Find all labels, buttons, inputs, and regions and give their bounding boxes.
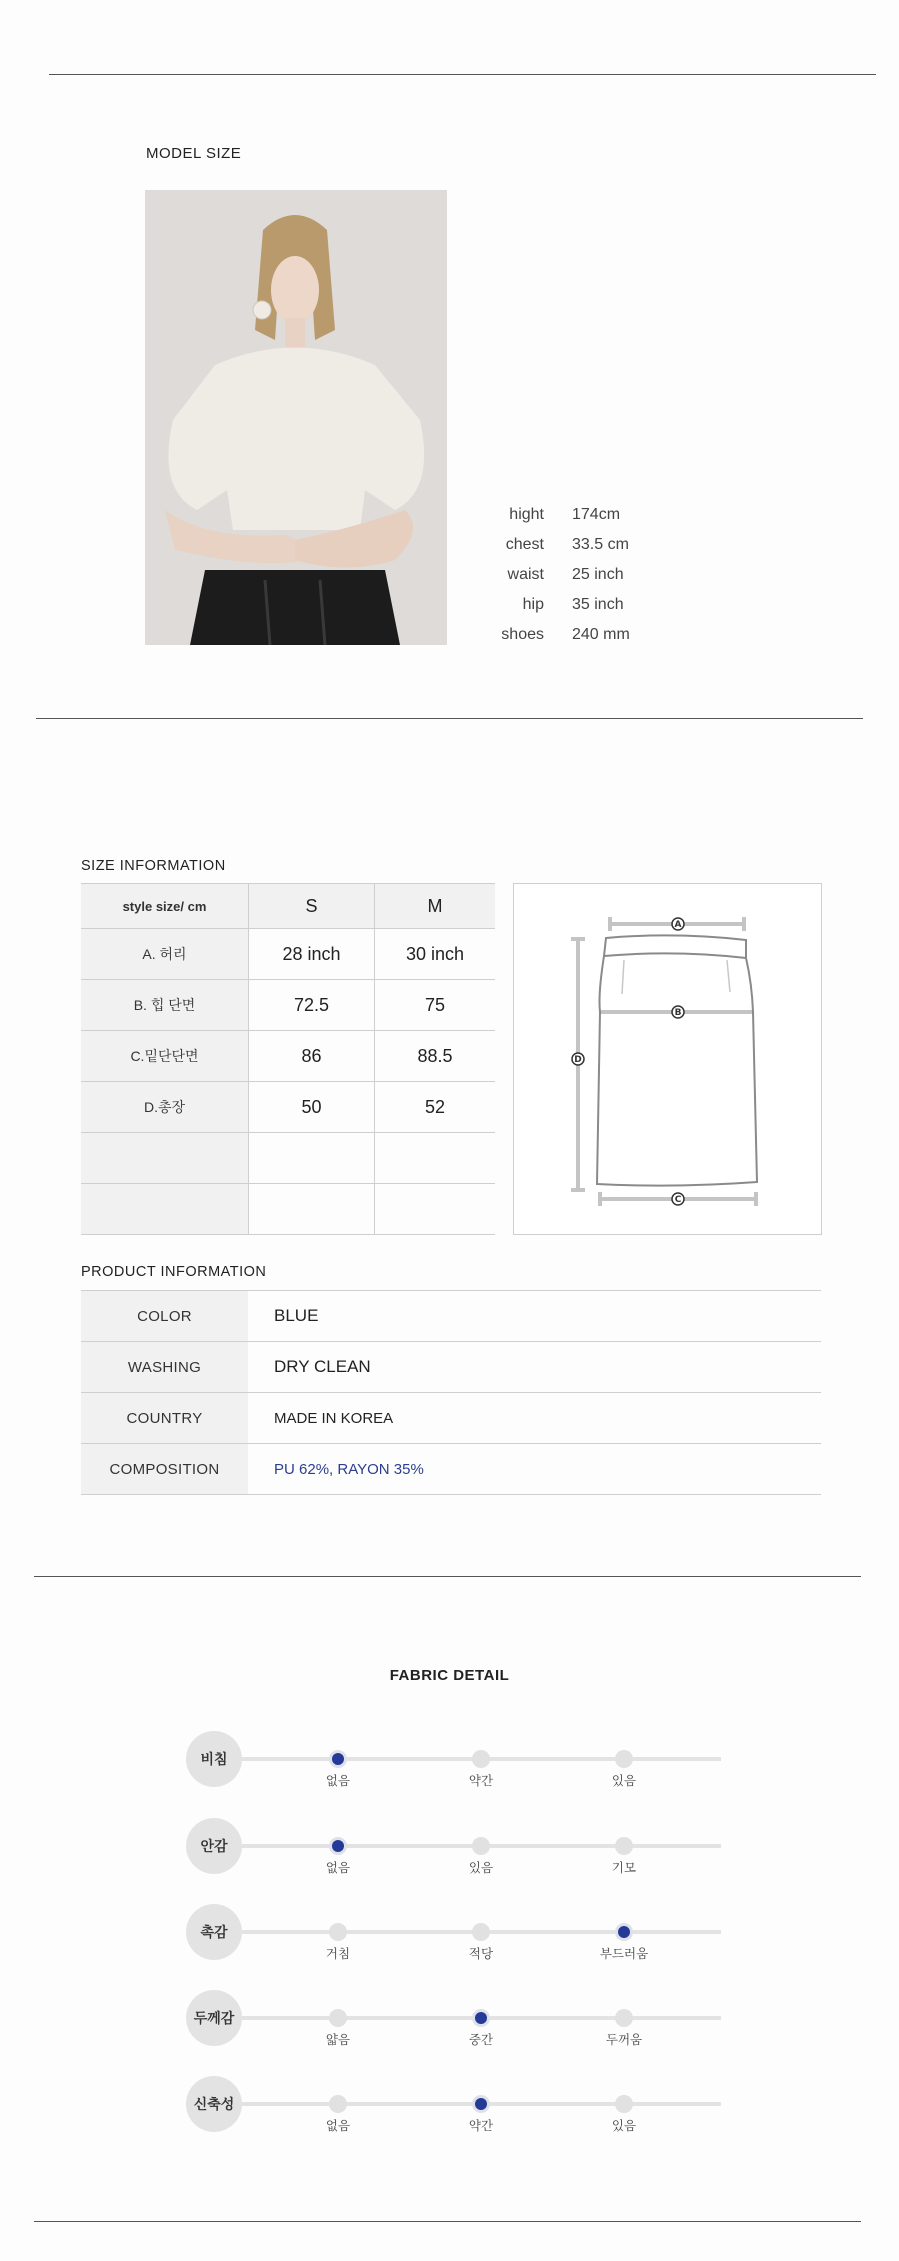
cell-m: 52	[375, 1082, 496, 1133]
product-table	[81, 1290, 821, 1495]
scale-option-label: 없음	[325, 2119, 351, 2133]
measure-label: chest	[505, 536, 544, 553]
cell-m: 88.5	[375, 1031, 496, 1082]
scale-dot	[615, 2095, 633, 2113]
table-row	[81, 1184, 495, 1235]
measure-value: 35 inch	[572, 596, 624, 613]
table-row	[81, 1342, 821, 1393]
cell-s	[249, 1184, 375, 1235]
table-header-row	[81, 884, 495, 929]
row-label: A. 허리	[81, 929, 249, 980]
cell-s: 72.5	[249, 980, 375, 1031]
row-value: DRY CLEAN	[248, 1342, 821, 1393]
cell-s: 28 inch	[249, 929, 375, 980]
divider-top	[49, 74, 876, 75]
model-photo	[145, 190, 447, 645]
scale-option-label: 기모	[611, 1861, 637, 1875]
table-row	[81, 1082, 495, 1133]
scale-option-label: 부드러움	[599, 1947, 649, 1961]
divider-bottom	[34, 2221, 861, 2222]
scale-dot-selected	[618, 1926, 630, 1938]
scale-dot	[472, 1923, 490, 1941]
size-table	[81, 883, 495, 1235]
scale-dot-selected	[475, 2012, 487, 2024]
scale-option-label: 없음	[325, 1861, 351, 1875]
table-row	[81, 980, 495, 1031]
table-row	[81, 929, 495, 980]
measure-row	[470, 560, 692, 590]
divider-after-model	[36, 718, 863, 719]
measure-value: 240 mm	[572, 626, 630, 643]
measure-label: hight	[509, 506, 544, 523]
table-row	[81, 1444, 821, 1495]
product-information-title: PRODUCT INFORMATION	[81, 1264, 267, 1280]
measure-row	[470, 590, 692, 620]
scale-dot-selected	[332, 1753, 344, 1765]
divider-after-product	[34, 1576, 861, 1577]
fabric-attribute-label: 비침	[186, 1731, 242, 1787]
scale-dot	[329, 2095, 347, 2113]
scale-option-label: 약간	[468, 1774, 494, 1788]
cell-s: 50	[249, 1082, 375, 1133]
fabric-row	[186, 1904, 721, 1964]
header-cell: style size/ cm	[81, 884, 249, 929]
table-row	[81, 1031, 495, 1082]
table-row	[81, 1393, 821, 1444]
measure-row	[470, 620, 692, 650]
scale-option-label: 약간	[468, 2119, 494, 2133]
size-information-title: SIZE INFORMATION	[81, 858, 226, 874]
scale-option-label: 두꺼움	[605, 2033, 643, 2047]
scale-option-label: 있음	[611, 1774, 637, 1788]
cell-m: 30 inch	[375, 929, 496, 980]
diagram-label-b: B	[674, 1008, 682, 1018]
scale-dot	[615, 1750, 633, 1768]
diagram-label-d: D	[574, 1055, 582, 1065]
row-value: MADE IN KOREA	[248, 1393, 821, 1444]
measure-row	[470, 530, 692, 560]
scale-dot	[615, 2009, 633, 2027]
scale-dot	[472, 1750, 490, 1768]
scale-dot	[329, 2009, 347, 2027]
scale-dot-selected	[332, 1840, 344, 1852]
scale-option-label: 거침	[325, 1947, 351, 1961]
scale-dot	[472, 1837, 490, 1855]
scale-option-label: 없음	[325, 1774, 351, 1788]
row-label	[81, 1133, 249, 1184]
scale-option-label: 있음	[468, 1861, 494, 1875]
scale-option-label: 얇음	[325, 2033, 351, 2047]
fabric-row	[186, 2076, 721, 2136]
fabric-row	[186, 1990, 721, 2050]
row-label: WASHING	[81, 1342, 248, 1393]
skirt-measurement-diagram	[513, 883, 822, 1235]
measure-value: 25 inch	[572, 566, 624, 583]
scale-option-label: 있음	[611, 2119, 637, 2133]
scale-option-label: 적당	[468, 1947, 494, 1961]
cell-m	[375, 1184, 496, 1235]
row-label: D.총장	[81, 1082, 249, 1133]
header-cell: M	[375, 884, 496, 929]
cell-m: 75	[375, 980, 496, 1031]
row-label: B. 힙 단면	[81, 980, 249, 1031]
fabric-attribute-label: 촉감	[186, 1904, 242, 1960]
table-row	[81, 1291, 821, 1342]
row-label: COLOR	[81, 1291, 248, 1342]
fabric-attribute-label: 두께감	[186, 1990, 242, 2046]
diagram-label-c: C	[674, 1195, 682, 1205]
cell-m	[375, 1133, 496, 1184]
row-label: C.밑단단면	[81, 1031, 249, 1082]
row-label	[81, 1184, 249, 1235]
model-size-title: MODEL SIZE	[146, 145, 242, 162]
measure-value: 174cm	[572, 506, 621, 523]
scale-option-label: 중간	[468, 2033, 494, 2047]
composition-value: PU 62%, RAYON 35%	[248, 1444, 821, 1495]
row-label: COUNTRY	[81, 1393, 248, 1444]
measure-row	[470, 500, 692, 530]
measure-value: 33.5 cm	[572, 536, 629, 553]
fabric-row	[186, 1818, 721, 1878]
diagram-label-a: A	[674, 920, 682, 930]
cell-s: 86	[249, 1031, 375, 1082]
fabric-row	[186, 1731, 721, 1791]
measure-label: shoes	[501, 626, 544, 643]
fabric-attribute-label: 신축성	[186, 2076, 242, 2132]
row-value: BLUE	[248, 1291, 821, 1342]
cell-s	[249, 1133, 375, 1184]
fabric-attribute-label: 안감	[186, 1818, 242, 1874]
header-cell: S	[249, 884, 375, 929]
scale-dot	[615, 1837, 633, 1855]
measure-label: waist	[507, 566, 544, 583]
measure-label: hip	[522, 596, 544, 613]
scale-dot	[329, 1923, 347, 1941]
model-measurements	[470, 500, 692, 650]
row-label: COMPOSITION	[81, 1444, 248, 1495]
fabric-detail-title: FABRIC DETAIL	[389, 1667, 510, 1684]
scale-dot-selected	[475, 2098, 487, 2110]
table-row	[81, 1133, 495, 1184]
